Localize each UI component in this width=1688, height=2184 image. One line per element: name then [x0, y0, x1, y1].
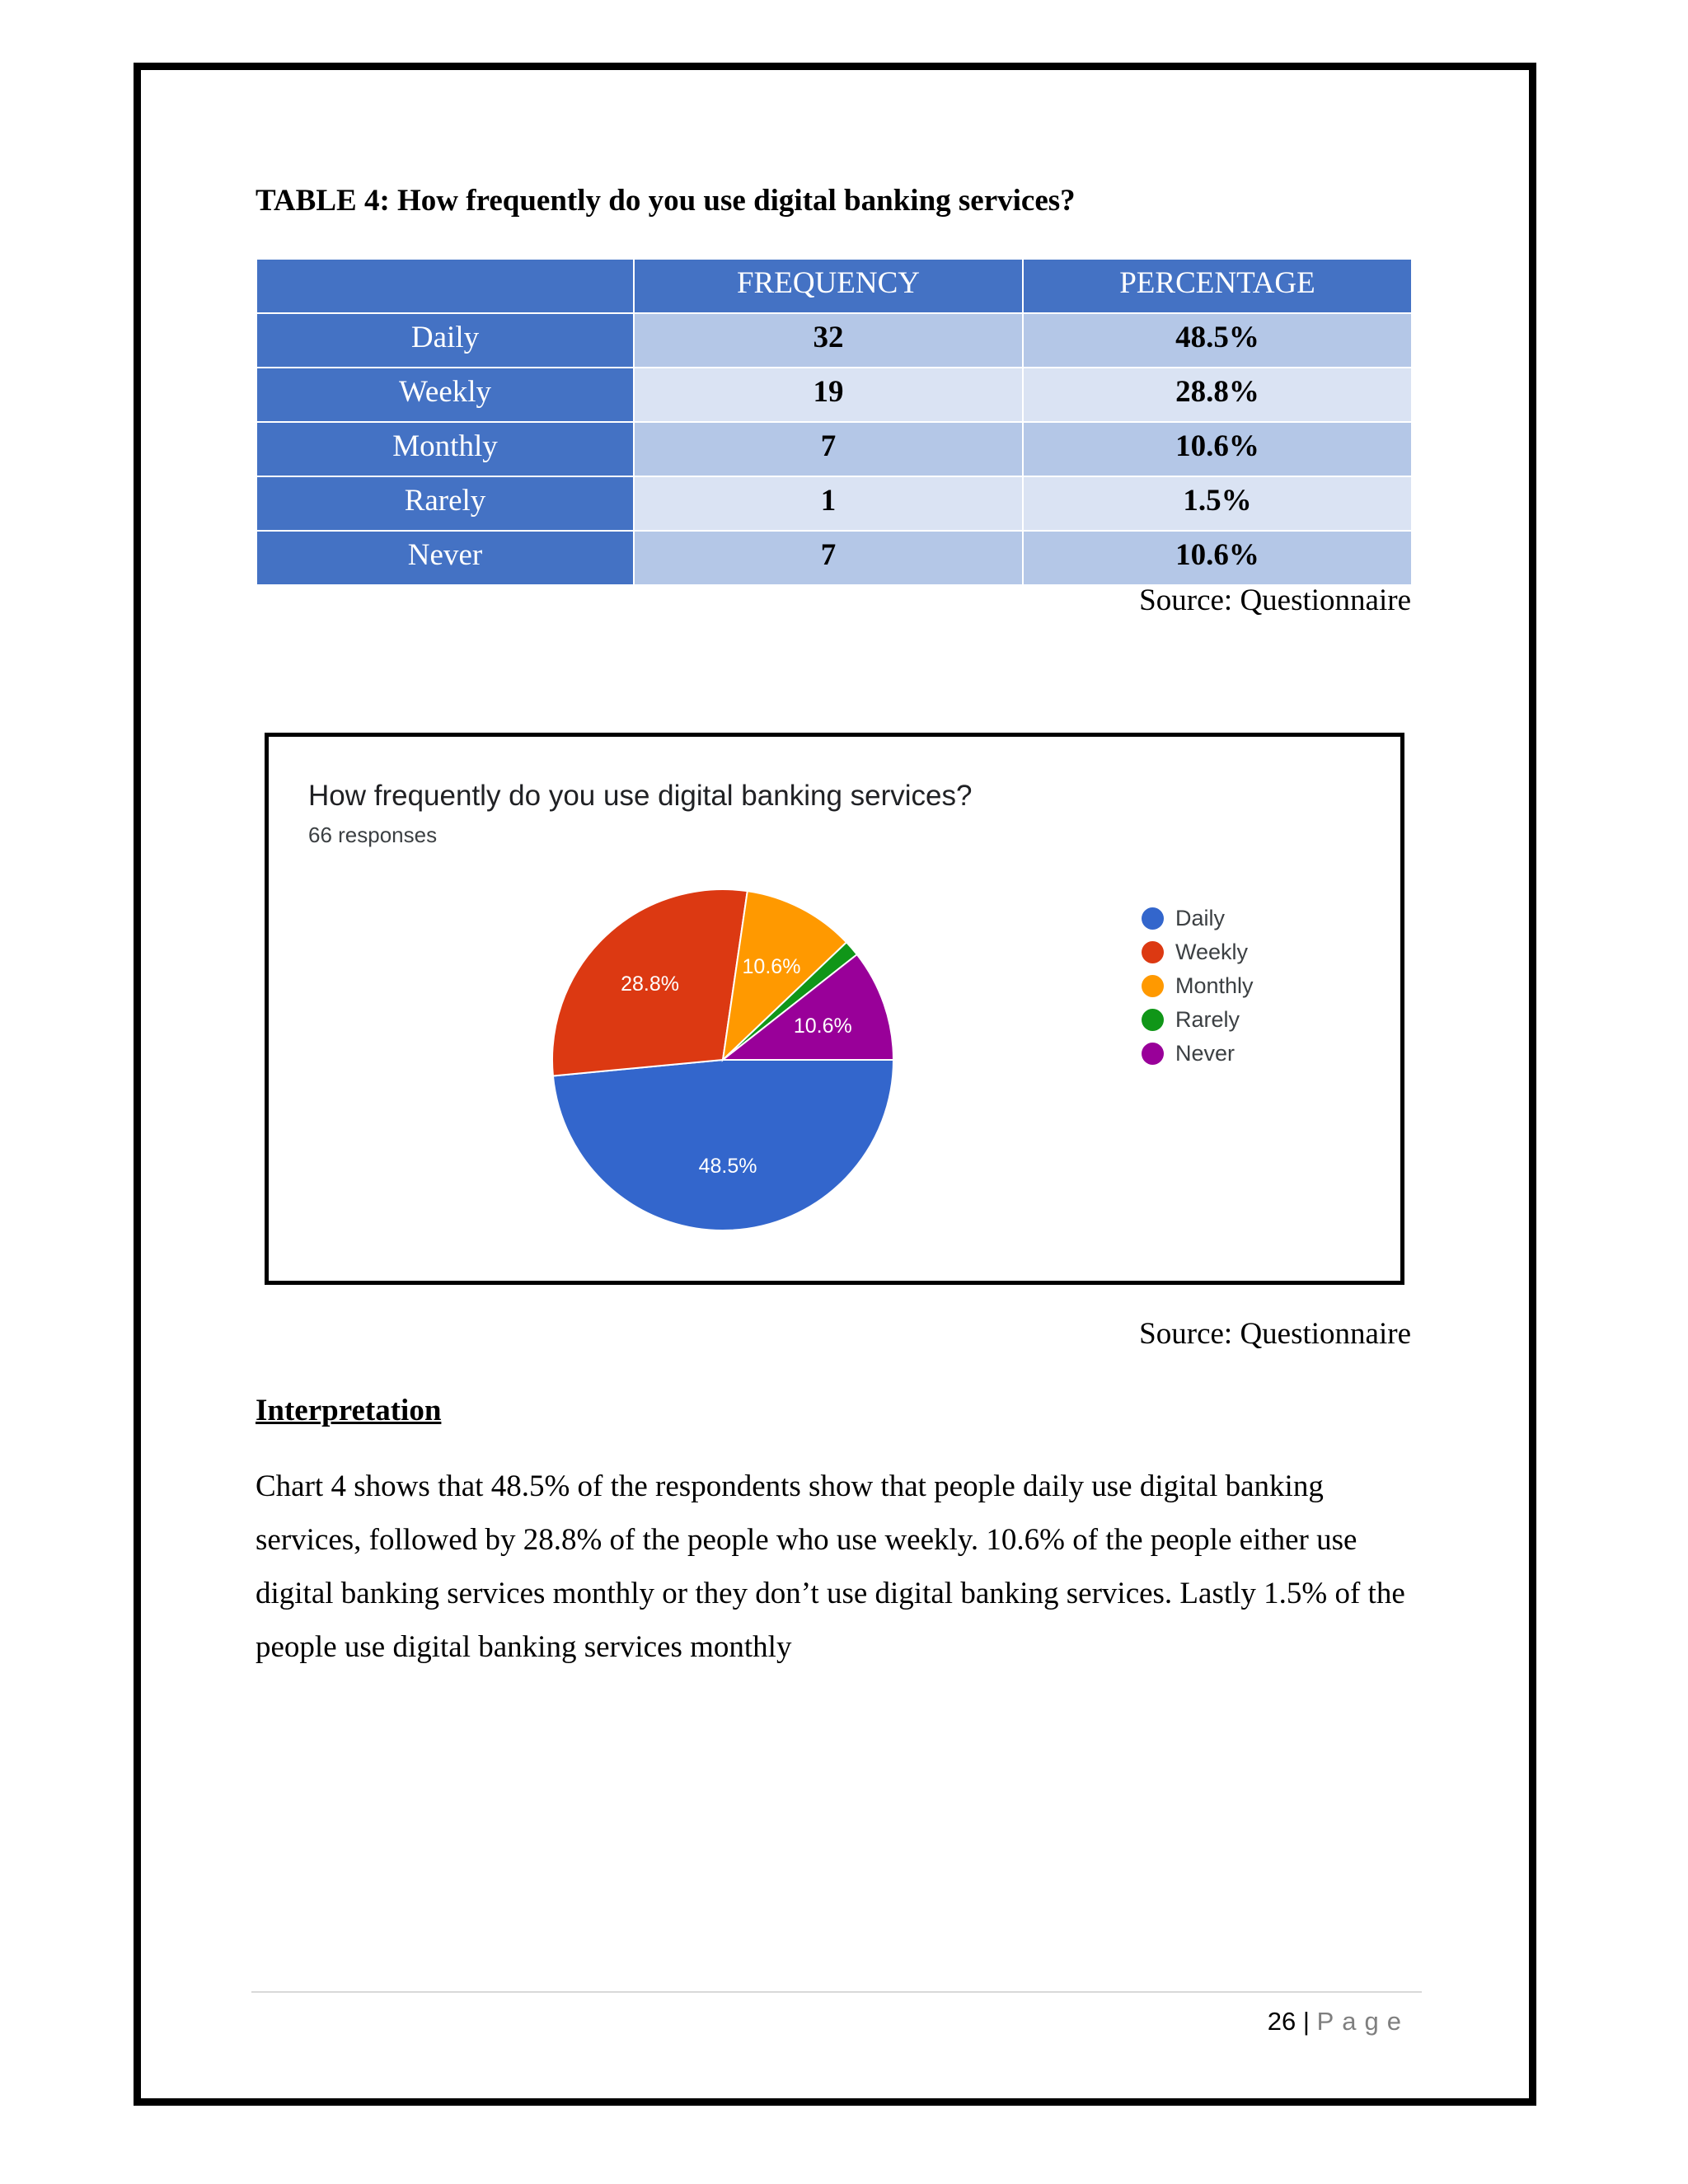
- chart-legend: [1142, 902, 1254, 1071]
- percentage-cell: 48.5%: [1023, 313, 1412, 368]
- table-header-frequency: FREQUENCY: [634, 259, 1023, 313]
- percentage-cell: 10.6%: [1023, 422, 1412, 476]
- page-word: Page: [1316, 2007, 1409, 2036]
- frequency-cell: 7: [634, 531, 1023, 585]
- footer-separator: |: [1302, 2007, 1310, 2036]
- legend-swatch: [1142, 975, 1164, 997]
- legend-swatch: [1142, 1043, 1164, 1065]
- pie-label-weekly: 28.8%: [621, 972, 680, 996]
- chart-title: How frequently do you use digital banking services?: [308, 780, 973, 812]
- table-caption: TABLE 4: How frequently do you use digital banking services?: [256, 184, 1076, 218]
- page-footer: [1268, 2007, 1409, 2036]
- interpretation-text: Chart 4 shows that 48.5% of the respondents show that people daily use digital banking services, followed by 28.8% of the people who use weekly. 10.6% of the people either use digital banking services monthly or they don’t use digital banking services. Lastly 1.5% of the people use digital banking services monthly: [256, 1469, 1405, 1664]
- pie-slice-daily: [553, 1060, 893, 1230]
- legend-swatch: [1142, 907, 1164, 930]
- footer-divider: [251, 1991, 1422, 1993]
- legend-label: Daily: [1175, 906, 1226, 930]
- legend-label: Weekly: [1175, 940, 1249, 964]
- legend-item-daily: [1142, 902, 1254, 935]
- legend-item-monthly: [1142, 969, 1254, 1003]
- pie-label-monthly: 10.6%: [742, 955, 801, 979]
- frequency-cell: 7: [634, 422, 1023, 476]
- row-label: Weekly: [256, 368, 634, 422]
- legend-item-weekly: [1142, 935, 1254, 969]
- pie-label-daily: 48.5%: [698, 1155, 757, 1179]
- legend-swatch: [1142, 1009, 1164, 1031]
- table-row: [256, 313, 1412, 368]
- frequency-cell: 32: [634, 313, 1023, 368]
- table-row: [256, 476, 1412, 531]
- percentage-cell: 10.6%: [1023, 531, 1412, 585]
- legend-item-never: [1142, 1037, 1254, 1071]
- row-label: Never: [256, 531, 634, 585]
- table-row: [256, 368, 1412, 422]
- chart-response-count: 66 responses: [308, 823, 438, 847]
- legend-item-rarely: [1142, 1003, 1254, 1037]
- row-label: Daily: [256, 313, 634, 368]
- table-header-empty: [256, 259, 634, 313]
- chart-source: Source: Questionnaire: [1139, 1317, 1411, 1351]
- table-header-row: [256, 259, 1412, 313]
- row-label: Monthly: [256, 422, 634, 476]
- page-number: 26: [1267, 2007, 1296, 2036]
- pie-label-never: 10.6%: [793, 1015, 852, 1038]
- percentage-cell: 28.8%: [1023, 368, 1412, 422]
- table-source: Source: Questionnaire: [1139, 583, 1411, 617]
- legend-label: Rarely: [1175, 1007, 1240, 1032]
- legend-label: Never: [1175, 1041, 1236, 1066]
- interpretation-heading: Interpretation: [256, 1394, 442, 1427]
- table-row: [256, 422, 1412, 476]
- table-header-percentage: PERCENTAGE: [1023, 259, 1412, 313]
- frequency-cell: 1: [634, 476, 1023, 531]
- legend-swatch: [1142, 941, 1164, 963]
- pie-chart-panel: [265, 733, 1404, 1285]
- frequency-table: [256, 258, 1413, 586]
- legend-label: Monthly: [1175, 973, 1254, 998]
- row-label: Rarely: [256, 476, 634, 531]
- frequency-cell: 19: [634, 368, 1023, 422]
- percentage-cell: 1.5%: [1023, 476, 1412, 531]
- table-row: [256, 531, 1412, 585]
